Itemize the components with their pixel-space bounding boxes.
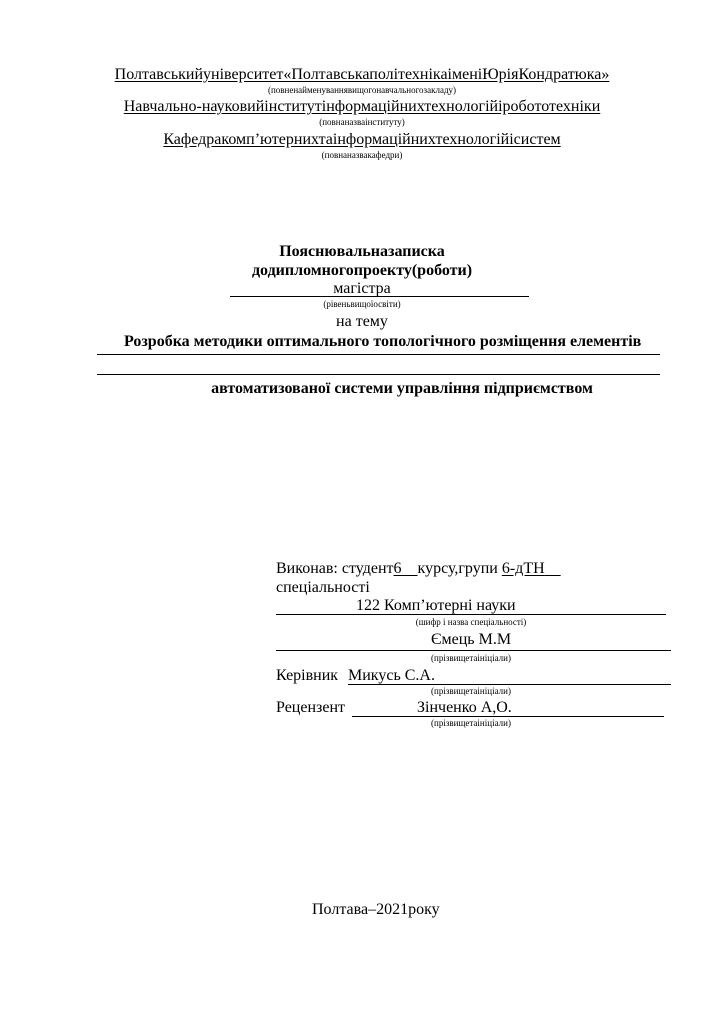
university-name: Полтавськийуніверситет«ПолтавськаполітехнікаіменіЮріяКондратюка» xyxy=(114,66,610,83)
topic-line-1: Розробка методики оптимального топологічного розміщення елементів xyxy=(124,333,642,350)
specialty-caption: (шифр і назва спеціальності) xyxy=(415,617,527,627)
university-caption: (повненайменуваннявищогонавчальногозакладу) xyxy=(267,85,457,95)
performed-prefix: Виконав: студент xyxy=(276,560,394,577)
performed-by-row xyxy=(276,560,561,578)
degree-caption: (рівеньвищоїосвіти) xyxy=(323,299,401,309)
specialty-underline xyxy=(276,614,666,615)
supervisor-underline xyxy=(348,684,671,685)
course-label: курсу,групи xyxy=(417,560,502,577)
supervisor-label: Керівник xyxy=(276,667,339,684)
institute-name: Навчально-науковийінститутінформаційнихтехнологійіробототехніки xyxy=(123,98,601,115)
topic-underline-1 xyxy=(97,354,660,355)
degree-level: магістра xyxy=(333,280,391,297)
reviewer-underline xyxy=(352,716,664,717)
department-name: Кафедракомп’ютернихтаінформаційнихтехнологійісистем xyxy=(163,131,561,148)
reviewer-label: Рецензент xyxy=(276,699,345,716)
document-subtype: додипломногопроекту(роботи) xyxy=(251,262,473,279)
city-year: Полтава–2021року xyxy=(312,901,440,918)
reviewer-caption: (прізвищетаініціали) xyxy=(431,718,511,728)
student-caption: (прізвищетаініціали) xyxy=(431,653,511,663)
group-field: 6-дТН xyxy=(501,560,545,577)
degree-underline xyxy=(230,296,529,297)
supervisor-caption: (прізвищетаініціали) xyxy=(431,686,511,696)
specialty-value: 122 Комп’ютерні науки xyxy=(356,597,516,614)
topic-line-2: автоматизованої системи управління підприємством xyxy=(211,380,593,397)
supervisor-name: Микусь С.А. xyxy=(348,667,435,684)
specialty-label: спеціальності xyxy=(276,579,370,596)
document-type: Пояснювальназаписка xyxy=(279,243,445,260)
reviewer-name: Зінченко А,О. xyxy=(417,699,512,716)
department-caption: (повнаназвакафедри) xyxy=(321,150,403,160)
student-underline xyxy=(276,650,671,651)
student-name: Ємець М.М xyxy=(430,631,512,648)
on-topic-label: на тему xyxy=(336,313,388,330)
institute-caption: (повнаназваінституту) xyxy=(319,117,405,127)
topic-underline-2 xyxy=(97,374,660,375)
course-field: 6 xyxy=(393,560,402,577)
